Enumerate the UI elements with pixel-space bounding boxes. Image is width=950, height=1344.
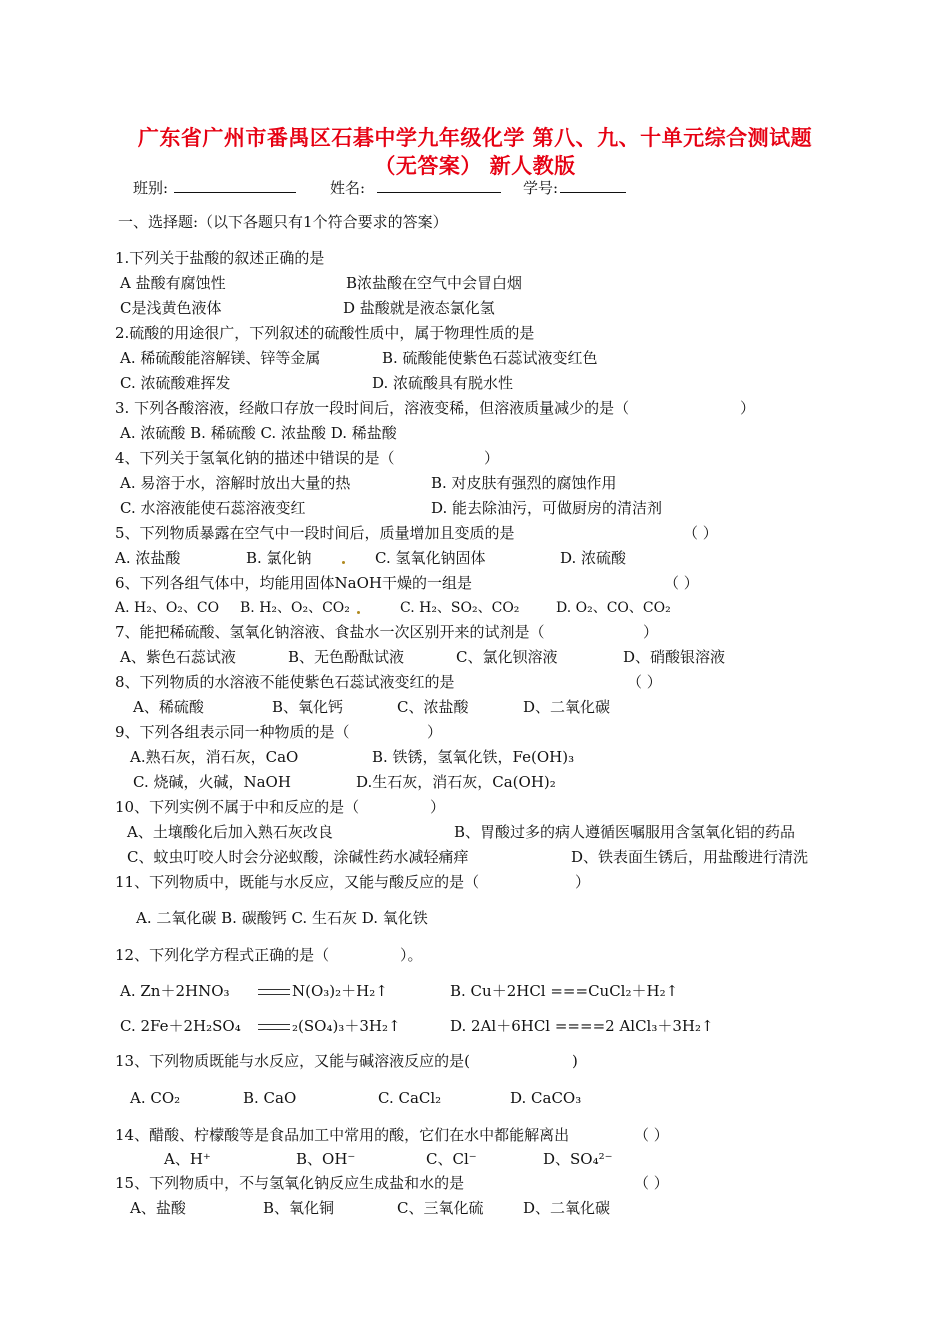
q5-option-d: D. 浓硫酸 — [560, 549, 627, 567]
question-13: 13、下列物质既能与水反应，又能与碱溶液反应的是( — [115, 1052, 470, 1070]
stray-dot — [357, 611, 360, 614]
question-5: 5、下列物质暴露在空气中一段时间后，质量增加且变质的是 — [115, 524, 515, 542]
q8-option-d: D、二氧化碳 — [523, 698, 611, 716]
question-4: 4、下列关于氢氧化钠的描述中错误的是（ — [115, 449, 395, 467]
question-12: 12、下列化学方程式正确的是（ — [115, 946, 330, 964]
class-label: 班别: — [133, 179, 169, 197]
q9-answer-paren[interactable]: ） — [427, 723, 443, 741]
q12-option-a-right — [256, 981, 388, 1001]
class-field — [133, 178, 296, 198]
q15-option-a: A、盐酸 — [130, 1199, 186, 1217]
q2-option-b: B. 硫酸能使紫色石蕊试液变红色 — [382, 349, 598, 367]
section-heading: 一、选择题:（以下各题只有1个符合要求的答案） — [118, 213, 448, 231]
q12-option-a-left: A. Zn＋2HNO₃ — [120, 982, 230, 1000]
stray-dot — [342, 561, 345, 564]
q2-option-d: D. 浓硫酸具有脱水性 — [372, 374, 514, 392]
q6-answer-paren[interactable]: （ ） — [664, 574, 699, 592]
q12-option-b: B. Cu＋2HCl ===CuCl₂＋H₂↑ — [450, 982, 679, 1000]
q11-answer-paren[interactable]: ） — [575, 873, 591, 891]
q6-option-c: C. H₂、SO₂、CO₂ — [400, 600, 520, 616]
q15-answer-paren[interactable]: （ ） — [634, 1174, 669, 1192]
name-blank[interactable] — [377, 178, 501, 193]
q14-option-a: A、H⁺ — [164, 1150, 211, 1168]
q5-option-a: A. 浓盐酸 — [115, 549, 181, 567]
q10-answer-paren[interactable]: ） — [430, 798, 446, 816]
q8-option-a: A、稀硫酸 — [133, 698, 204, 716]
question-6: 6、下列各组气体中，均能用固体NaOH干燥的一组是 — [115, 574, 472, 592]
equals-sign — [258, 989, 290, 995]
equals-sign — [258, 1024, 290, 1030]
name-label: 姓名: — [330, 179, 366, 197]
q9-option-a: A.熟石灰，消石灰，CaO — [130, 748, 299, 766]
q7-option-a: A、紫色石蕊试液 — [120, 648, 236, 666]
q2-option-c: C. 浓硫酸难挥发 — [120, 374, 231, 392]
q14-option-d: D、SO₄²⁻ — [543, 1150, 613, 1168]
q12-option-c-left: C. 2Fe＋2H₂SO₄ — [120, 1017, 241, 1035]
q4-option-c: C. 水溶液能使石蕊溶液变红 — [120, 499, 306, 517]
q9-option-b: B. 铁锈，氢氧化铁，Fe(OH)₃ — [372, 748, 575, 766]
q7-option-c: C、氯化钡溶液 — [456, 648, 558, 666]
class-blank[interactable] — [174, 178, 296, 193]
id-field — [523, 178, 626, 198]
question-10: 10、下列实例不属于中和反应的是（ — [115, 798, 360, 816]
question-9: 9、下列各组表示同一种物质的是（ — [115, 723, 350, 741]
q8-option-b: B、氧化钙 — [272, 698, 344, 716]
q10-option-c: C、蚊虫叮咬人时会分泌蚁酸，涂碱性药水减轻痛痒 — [127, 848, 469, 866]
q1-option-b: B浓盐酸在空气中会冒白烟 — [346, 274, 523, 292]
q4-answer-paren[interactable]: ） — [484, 449, 500, 467]
q5-option-c: C. 氢氧化钠固体 — [375, 549, 486, 567]
q15-option-c: C、三氧化硫 — [397, 1199, 484, 1217]
q13-option-d: D. CaCO₃ — [510, 1089, 582, 1107]
q14-option-b: B、OH⁻ — [296, 1150, 356, 1168]
q6-option-a: A. H₂、O₂、CO — [115, 600, 220, 616]
q13-option-c: C. CaCl₂ — [378, 1089, 442, 1107]
q4-option-d: D. 能去除油污，可做厨房的清洁剂 — [431, 499, 663, 517]
q8-answer-paren[interactable]: （ ） — [627, 673, 662, 691]
question-2: 2.硫酸的用途很广，下列叙述的硫酸性质中，属于物理性质的是 — [115, 324, 535, 342]
q13-option-b: B. CaO — [243, 1089, 297, 1107]
q7-option-d: D、硝酸银溶液 — [623, 648, 726, 666]
document-subtitle: （无答案） 新人教版 — [374, 154, 576, 178]
question-3: 3. 下列各酸溶液，经敞口存放一段时间后，溶液变稀，但溶液质量减少的是（ — [115, 399, 630, 417]
q4-option-a: A. 易溶于水，溶解时放出大量的热 — [120, 474, 351, 492]
question-8: 8、下列物质的水溶液不能使紫色石蕊试液变红的是 — [115, 673, 455, 691]
q14-option-c: C、Cl⁻ — [426, 1150, 477, 1168]
q7-option-b: B、无色酚酞试液 — [288, 648, 405, 666]
q8-option-c: C、浓盐酸 — [397, 698, 469, 716]
q14-answer-paren[interactable]: （ ） — [634, 1126, 669, 1144]
id-label: 学号: — [523, 179, 559, 197]
q3-options: A. 浓硫酸 B. 稀硫酸 C. 浓盐酸 D. 稀盐酸 — [120, 424, 397, 442]
q1-option-c: C是浅黄色液体 — [120, 299, 222, 317]
question-14: 14、醋酸、柠檬酸等是食品加工中常用的酸，它们在水中都能解离出 — [115, 1126, 570, 1144]
q10-option-d: D、铁表面生锈后，用盐酸进行清洗 — [571, 848, 809, 866]
q6-option-d: D. O₂、CO、CO₂ — [556, 600, 671, 616]
q12-option-a-product: N(O₃)₂＋H₂↑ — [292, 982, 388, 1000]
q5-option-b: B. 氯化钠 — [246, 549, 312, 567]
q6-option-b: B. H₂、O₂、CO₂ — [240, 600, 350, 616]
q1-option-d: D 盐酸就是液态氯化氢 — [343, 299, 495, 317]
question-11: 11、下列物质中，既能与水反应，又能与酸反应的是（ — [115, 873, 480, 891]
q1-option-a: A 盐酸有腐蚀性 — [120, 274, 226, 292]
q10-option-a: A、土壤酸化后加入熟石灰改良 — [127, 823, 333, 841]
question-15: 15、下列物质中，不与氢氧化钠反应生成盐和水的是 — [115, 1174, 465, 1192]
q10-option-b: B、胃酸过多的病人遵循医嘱服用含氢氧化铝的药品 — [454, 823, 796, 841]
id-blank[interactable] — [560, 178, 626, 193]
q7-answer-paren[interactable]: ） — [643, 623, 659, 641]
q4-option-b: B. 对皮肤有强烈的腐蚀作用 — [431, 474, 617, 492]
q9-option-d: D.生石灰，消石灰，Ca(OH)₂ — [356, 773, 556, 791]
document-title: 广东省广州市番禺区石碁中学九年级化学 第八、九、十单元综合测试题 — [137, 126, 813, 150]
q13-option-a: A. CO₂ — [130, 1089, 181, 1107]
q12-answer-paren[interactable]: ）。 — [400, 946, 423, 964]
question-7: 7、能把稀硫酸、氢氧化钠溶液、食盐水一次区别开来的试剂是（ — [115, 623, 545, 641]
q11-options: A. 二氧化碳 B. 碳酸钙 C. 生石灰 D. 氧化铁 — [136, 909, 428, 927]
q9-option-c: C. 烧碱，火碱，NaOH — [133, 773, 291, 791]
q15-option-d: D、二氧化碳 — [523, 1199, 611, 1217]
q12-option-c-right — [256, 1016, 401, 1036]
q12-option-d: D. 2Al＋6HCl ====2 AlCl₃＋3H₂↑ — [450, 1017, 714, 1035]
question-1: 1.下列关于盐酸的叙述正确的是 — [115, 249, 325, 267]
q5-answer-paren[interactable]: （ ） — [683, 524, 718, 542]
q15-option-b: B、氧化铜 — [263, 1199, 335, 1217]
name-field — [330, 178, 501, 198]
q13-answer-paren[interactable]: ) — [572, 1052, 578, 1070]
q3-answer-paren[interactable]: ） — [740, 399, 756, 417]
q12-option-c-product: ₂(SO₄)₃＋3H₂↑ — [292, 1017, 401, 1035]
q2-option-a: A. 稀硫酸能溶解镁、锌等金属 — [120, 349, 321, 367]
